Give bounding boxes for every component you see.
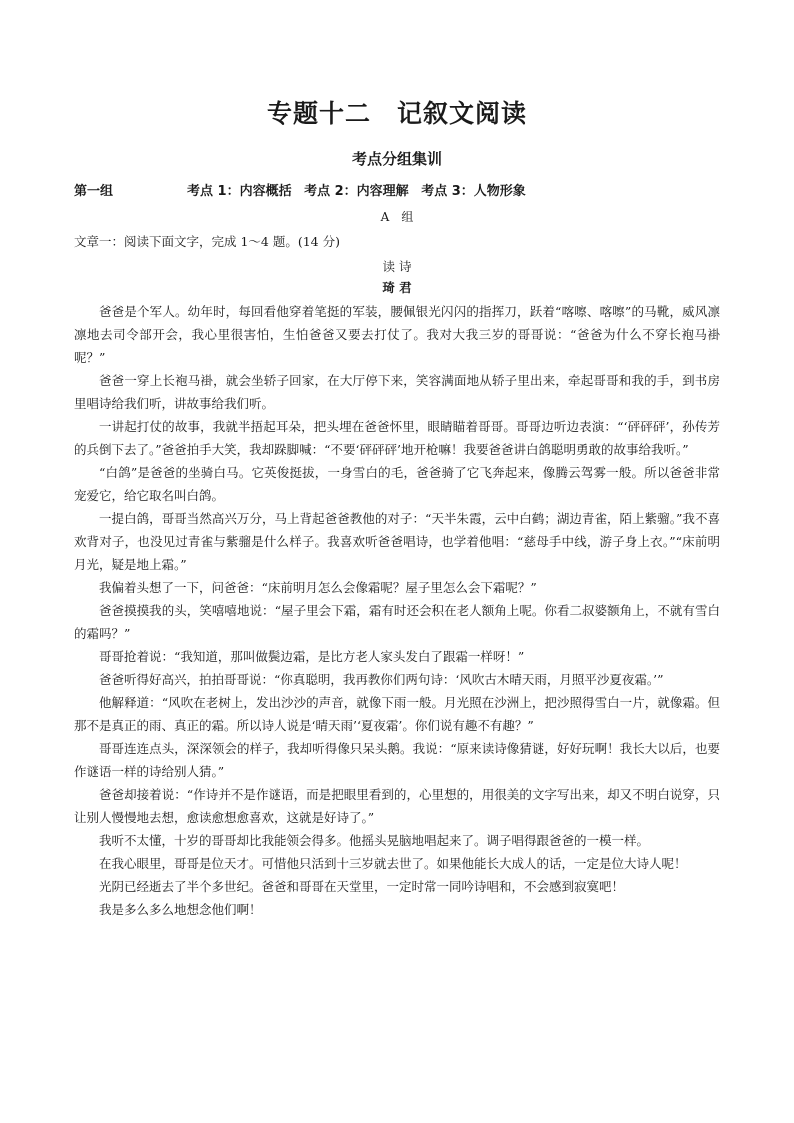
paragraph: 爸爸听得好高兴，拍拍哥哥说：“你真聪明，我再教你们两句诗：‘风吹古木晴天雨，月照平沙夏夜霜。’” xyxy=(99,672,664,687)
exam-point-1: 考点 1：内容概括 xyxy=(187,184,292,199)
paragraph: 一讲起打仗的故事，我就半捂起耳朵，把头埋在爸爸怀里，眼睛瞄着哥哥。哥哥边听边表演：“‘砰砰砰’，孙传芳的兵倒下去了。”爸爸拍手大笑，我却跺脚喊：“不要‘砰砰砰’地开枪嘛！我要爸爸讲白鸽聪明勇敢的故事给我听。” xyxy=(74,419,720,457)
paragraph: 在我心眼里，哥哥是位天才。可惜他只活到十三岁就去世了。如果他能长大成人的话，一定是位大诗人呢！ xyxy=(99,856,687,871)
paragraph: 一提白鸽，哥哥当然高兴万分，马上背起爸爸教他的对子：“天半朱霞，云中白鹤；湖边青雀，陌上紫骝。”我不喜欢背对子，也没见过青雀与紫骝是什么样子。我喜欢听爸爸唱诗，也学着他唱：“慈母手中线，游子身上衣。”“床前明月光，疑是地上霜。” xyxy=(74,511,720,572)
exam-point-3: 考点 3：人物形象 xyxy=(421,184,526,199)
group-name: 第一组 xyxy=(74,184,114,199)
paragraph: 爸爸却接着说：“作诗并不是作谜语，而是把眼里看到的，心里想的，用很美的文字写出来，却又不明白说穿，只让别人慢慢地去想，愈读愈想愈喜欢，这就是好诗了。” xyxy=(74,787,720,825)
paragraph: 我听不太懂，十岁的哥哥却比我能领会得多。他摇头晃脑地唱起来了。调子唱得跟爸爸的一模一样。 xyxy=(99,833,650,848)
paragraph: 哥哥抢着说：“我知道，那叫做鬓边霜，是比方老人家头发白了跟霜一样呀！” xyxy=(99,649,525,664)
group-header xyxy=(74,181,734,203)
page-subtitle: 考点分组集训 xyxy=(351,150,442,168)
page-title: 专题十二 记叙文阅读 xyxy=(266,99,527,128)
paragraph: 爸爸是个军人。幼年时，每回看他穿着笔挺的军装，腰佩银光闪闪的指挥刀，跃着“喀嚓、喀嚓”的马靴，威风凛凛地去司令部开会，我心里很害怕，生怕爸爸又要去打仗了。我对大我三岁的哥哥说：“爸爸为什么不穿长袍马褂呢？” xyxy=(74,304,720,365)
paragraph: 爸爸一穿上长袍马褂，就会坐轿子回家，在大厅停下来，笑容满面地从轿子里出来，牵起哥哥和我的手，到书房里唱诗给我们听，讲故事给我们听。 xyxy=(74,373,720,411)
paragraph: 我偏着头想了一下，问爸爸：“床前明月怎么会像霜呢？屋子里怎么会下霜呢？” xyxy=(99,580,537,595)
article-instructions: 文章一：阅读下面文字，完成 1～4 题。(14 分) xyxy=(74,234,340,249)
section-label: A 组 xyxy=(380,210,414,224)
paragraph: 爸爸摸摸我的头，笑嘻嘻地说：“屋子里会下霜，霜有时还会积在老人额角上呢。你看二叔婆额角上，不就有雪白的霜吗？” xyxy=(74,603,720,641)
article-body xyxy=(74,300,720,921)
paragraph: 光阴已经逝去了半个多世纪。爸爸和哥哥在天堂里，一定时常一同吟诗唱和，不会感到寂寞吧！ xyxy=(99,879,625,894)
paragraph: “白鸽”是爸爸的坐骑白马。它英俊挺拔，一身雪白的毛，爸爸骑了它飞奔起来，像腾云驾雾一般。所以爸爸非常宠爱它，给它取名叫白鸽。 xyxy=(74,465,720,503)
paragraph: 他解释道：“风吹在老树上，发出沙沙的声音，就像下雨一般。月光照在沙洲上，把沙照得雪白一片，就像霜。但那不是真正的雨、真正的霜。所以诗人说是‘晴天雨’‘夏夜霜’。你们说有趣不有趣？” xyxy=(74,695,720,733)
paragraph: 我是多么多么地想念他们啊！ xyxy=(99,902,262,917)
exam-point-2: 考点 2：内容理解 xyxy=(304,184,409,199)
exam-points xyxy=(187,181,534,203)
article-title: 读 诗 xyxy=(382,259,412,274)
article-author: 琦 君 xyxy=(382,280,412,295)
paragraph: 哥哥连连点头，深深领会的样子，我却听得像只呆头鹅。我说：“原来读诗像猜谜，好好玩啊！我长大以后，也要作谜语一样的诗给别人猜。” xyxy=(74,741,720,779)
